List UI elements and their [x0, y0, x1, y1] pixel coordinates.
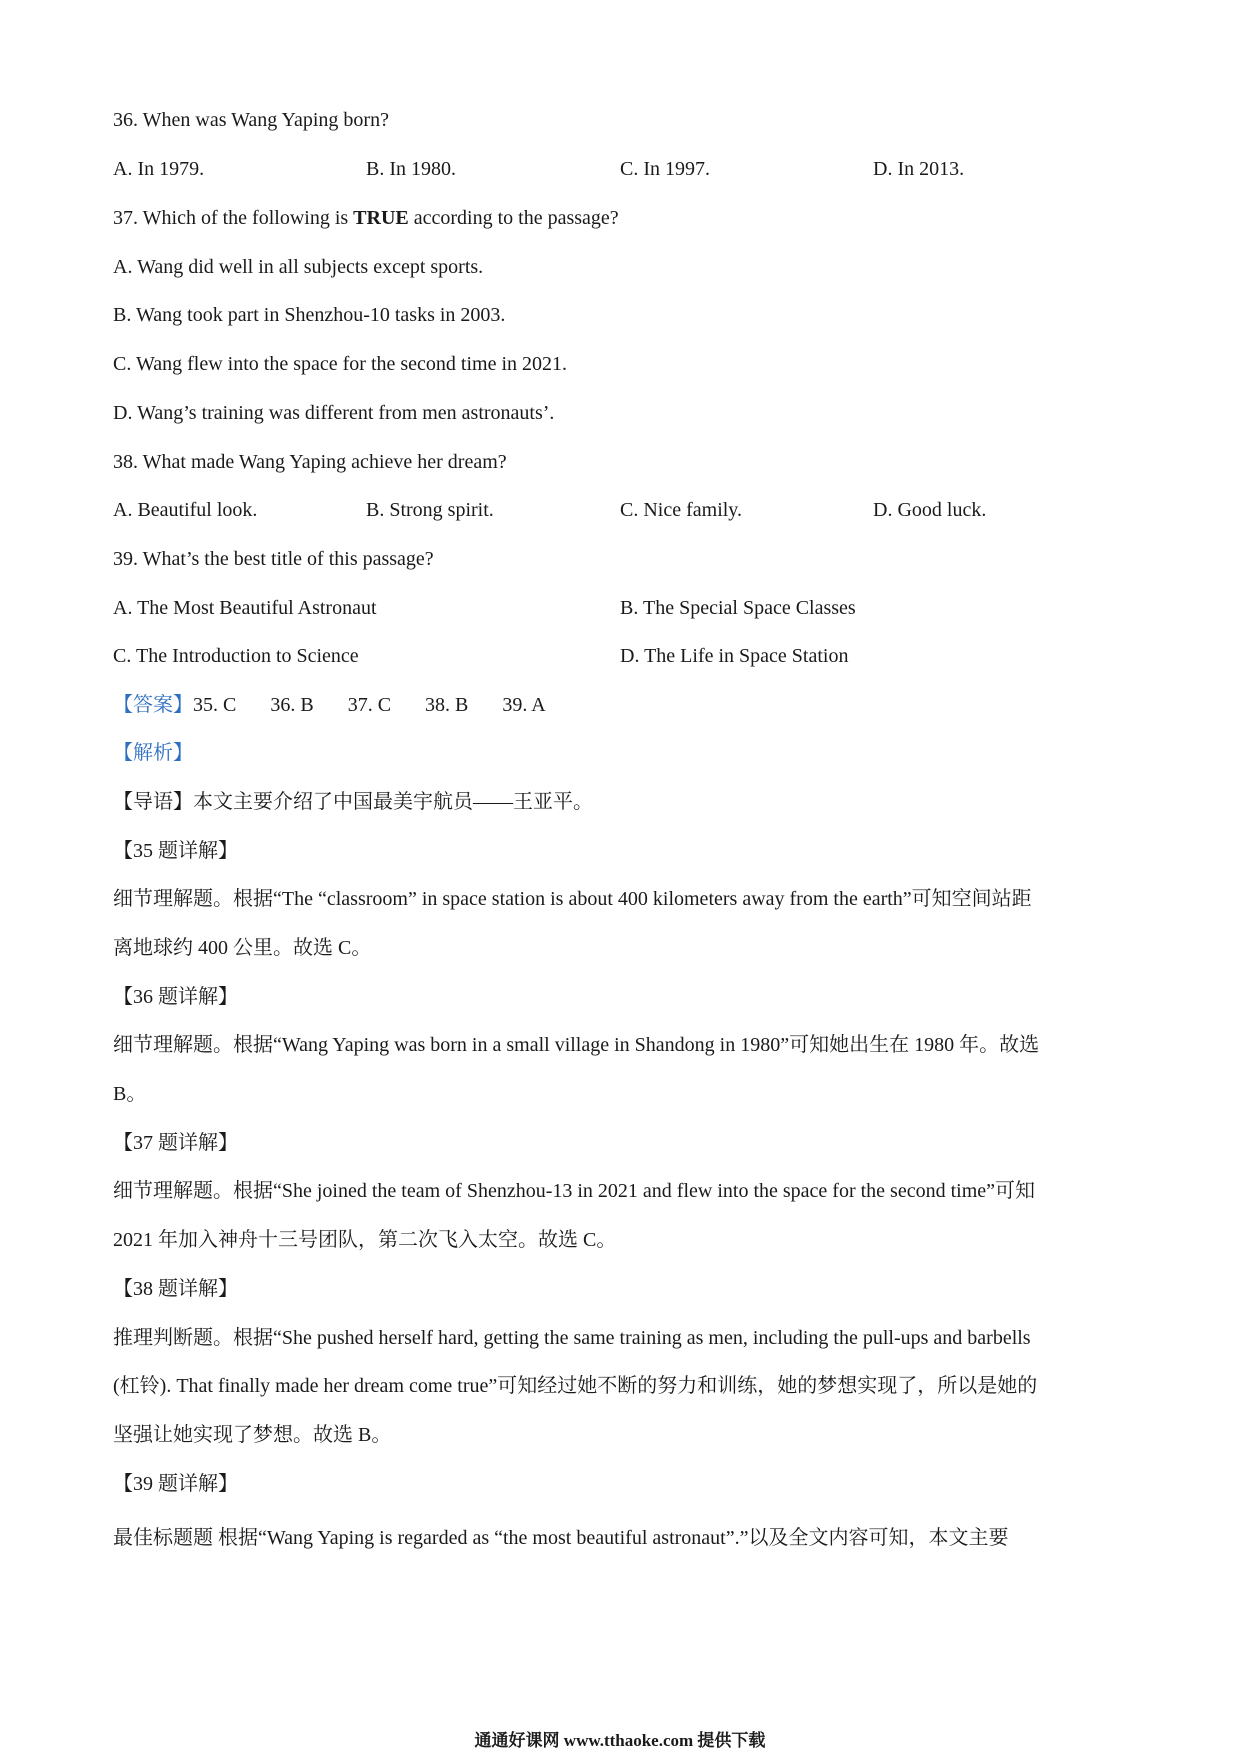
detail-heading-36: 【36 题详解】 [113, 986, 238, 1008]
q38-option-b: B. Strong spirit. [366, 499, 494, 521]
detail-heading-35: 【35 题详解】 [113, 840, 238, 862]
q36-stem: 36. When was Wang Yaping born? [113, 109, 389, 131]
q36-option-c: C. In 1997. [620, 158, 710, 180]
q39-stem: 39. What’s the best title of this passage? [113, 548, 434, 570]
detail-text-36-2: B。 [113, 1083, 147, 1105]
answer-item: 35. C [193, 694, 237, 716]
q38-option-d: D. Good luck. [873, 499, 987, 521]
answer-label: 【答案】 [113, 694, 193, 716]
q37-stem [113, 205, 619, 231]
q36-option-d: D. In 2013. [873, 158, 965, 180]
q37-option-b: B. Wang took part in Shenzhou-10 tasks in 2003. [113, 304, 506, 326]
q39-option-c: C. The Introduction to Science [113, 645, 359, 667]
q37-stem-bold: TRUE [353, 207, 409, 229]
intro-text: 【导语】本文主要介绍了中国最美宇航员——王亚平。 [113, 791, 593, 813]
q38-option-a: A. Beautiful look. [113, 499, 258, 521]
answer-item: 38. B [425, 694, 469, 716]
detail-text-38-1: 推理判断题。根据“She pushed herself hard, getting the same training as men, including the pull-ups and barbells [113, 1327, 1031, 1349]
detail-text-38-3: 坚强让她实现了梦想。故选 B。 [113, 1424, 392, 1446]
detail-text-35-2: 离地球约 400 公里。故选 C。 [113, 937, 372, 959]
answer-line [113, 692, 580, 718]
detail-text-35-1: 细节理解题。根据“The “classroom” in space station is about 400 kilometers away from the earth”可知空间站距 [113, 888, 1032, 910]
answer-item: 36. B [270, 694, 314, 716]
q39-option-d: D. The Life in Space Station [620, 645, 849, 667]
q36-option-a: A. In 1979. [113, 158, 205, 180]
detail-text-36-1: 细节理解题。根据“Wang Yaping was born in a small village in Shandong in 1980”可知她出生在 1980 年。故选 [113, 1034, 1040, 1056]
detail-text-38-2: (杠铃). That finally made her dream come true”可知经过她不断的努力和训练，她的梦想实现了，所以是她的 [113, 1375, 1038, 1397]
q38-stem: 38. What made Wang Yaping achieve her dream? [113, 451, 507, 473]
detail-text-37-2: 2021 年加入神舟十三号团队，第二次飞入太空。故选 C。 [113, 1229, 617, 1251]
answer-item: 37. C [347, 694, 392, 716]
q37-option-d: D. Wang’s training was different from men astronauts’. [113, 402, 555, 424]
detail-text-37-1: 细节理解题。根据“She joined the team of Shenzhou-13 in 2021 and flew into the space for the second time”可知 [113, 1180, 1036, 1202]
analysis-label: 【解析】 [113, 742, 193, 764]
q39-option-b: B. The Special Space Classes [620, 597, 856, 619]
q38-option-c: C. Nice family. [620, 499, 743, 521]
q37-option-c: C. Wang flew into the space for the second time in 2021. [113, 353, 568, 375]
detail-heading-37: 【37 题详解】 [113, 1132, 238, 1154]
q39-option-a: A. The Most Beautiful Astronaut [113, 597, 377, 619]
q37-option-a: A. Wang did well in all subjects except sports. [113, 256, 484, 278]
detail-heading-39: 【39 题详解】 [113, 1473, 238, 1495]
q37-stem-post: according to the passage? [408, 207, 619, 229]
detail-text-39-1: 最佳标题题 根据“Wang Yaping is regarded as “the most beautiful astronaut”.”以及全文内容可知，本文主要 [113, 1527, 1009, 1549]
detail-heading-38: 【38 题详解】 [113, 1278, 238, 1300]
page-footer: 通通好课网 www.tthaoke.com 提供下载 [474, 1731, 766, 1750]
answer-item: 39. A [502, 694, 546, 716]
q36-option-b: B. In 1980. [366, 158, 456, 180]
q37-stem-pre: 37. Which of the following is [113, 207, 354, 229]
